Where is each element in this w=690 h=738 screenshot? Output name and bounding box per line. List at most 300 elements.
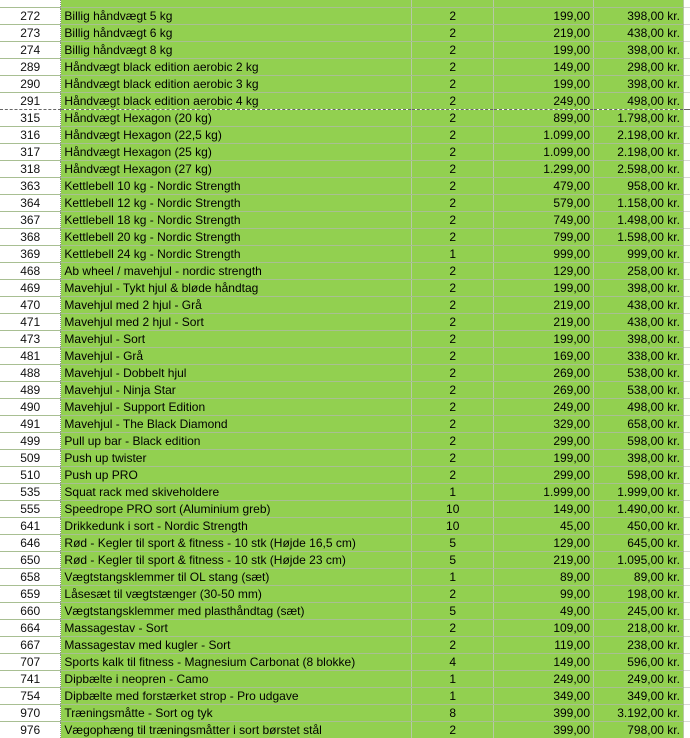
cell-line-total[interactable]: 538,00 kr.	[594, 382, 684, 399]
cell-unit-price[interactable]: 399,00	[494, 722, 594, 738]
cell-item-number[interactable]: 650	[0, 552, 61, 569]
cell-unit-price[interactable]: 1.999,00	[494, 484, 594, 501]
cell-unit-price[interactable]: 45,00	[494, 518, 594, 535]
cell-item-number[interactable]: 659	[0, 586, 61, 603]
cell-product-name[interactable]: Vægophæng til træningsmåtter i sort børstet stål	[61, 722, 412, 738]
cell-line-total[interactable]: 498,00 kr.	[594, 93, 684, 110]
cell-item-number[interactable]: 509	[0, 450, 61, 467]
cell-line-total[interactable]: 398,00 kr.	[594, 280, 684, 297]
cell-item-number[interactable]: 367	[0, 212, 61, 229]
cell-line-total[interactable]: 798,00 kr.	[594, 722, 684, 738]
cell-product-name[interactable]: Vægtstangsklemmer med plasthåndtag (sæt)	[61, 603, 412, 620]
cell-item-number[interactable]: 510	[0, 467, 61, 484]
cell-item-number[interactable]: 470	[0, 297, 61, 314]
cell-unit-price[interactable]: 149,00	[494, 59, 594, 76]
cell-product-name[interactable]: Massagestav med kugler - Sort	[61, 637, 412, 654]
cell-unit-price[interactable]: 109,00	[494, 620, 594, 637]
cell-item-number[interactable]: 490	[0, 399, 61, 416]
cell-empty[interactable]	[683, 25, 690, 42]
cell-quantity[interactable]: 2	[412, 229, 494, 246]
cell-unit-price[interactable]: 129,00	[494, 263, 594, 280]
cell-quantity[interactable]: 2	[412, 399, 494, 416]
cell-product-name[interactable]: Billig håndvægt 5 kg	[61, 8, 412, 25]
cell-item-number[interactable]: 274	[0, 42, 61, 59]
cell-unit-price[interactable]: 199,00	[494, 331, 594, 348]
cell-quantity[interactable]: 2	[412, 365, 494, 382]
table-row	[0, 484, 690, 501]
cell-product-name[interactable]: Mavehjul - The Black Diamond	[61, 416, 412, 433]
cell-quantity[interactable]: 2	[412, 110, 494, 127]
cell-item-number[interactable]: 535	[0, 484, 61, 501]
cell-item-number[interactable]: 488	[0, 365, 61, 382]
cell-unit-price[interactable]: 249,00	[494, 671, 594, 688]
cell-unit-price[interactable]: 479,00	[494, 178, 594, 195]
cell-product-name[interactable]: Dipbælte med forstærket strop - Pro udgave	[61, 688, 412, 705]
cell-unit-price[interactable]: 799,00	[494, 229, 594, 246]
cell-unit-price[interactable]: 329,00	[494, 416, 594, 433]
cell-line-total[interactable]: 645,00 kr.	[594, 535, 684, 552]
cell-product-name[interactable]: Dipbælte i neopren - Camo	[61, 671, 412, 688]
cell-unit-price[interactable]: 1.099,00	[494, 144, 594, 161]
cell-empty[interactable]	[683, 297, 690, 314]
cell-product-name[interactable]: Massagestav - Sort	[61, 620, 412, 637]
cell-unit-price[interactable]: 999,00	[494, 246, 594, 263]
table-row	[0, 654, 690, 671]
cell-line-total[interactable]: 958,00 kr.	[594, 178, 684, 195]
cell-unit-price[interactable]: 49,00	[494, 603, 594, 620]
cell-quantity[interactable]: 1	[412, 688, 494, 705]
cell-empty[interactable]	[683, 467, 690, 484]
cell-unit-price[interactable]: 399,00	[494, 705, 594, 722]
cell-line-total[interactable]: 1.498,00 kr.	[594, 212, 684, 229]
cell-quantity[interactable]: 2	[412, 348, 494, 365]
cell-unit-price[interactable]: 169,00	[494, 348, 594, 365]
cell-unit-price[interactable]: 89,00	[494, 569, 594, 586]
cell-product-name[interactable]: Rød - Kegler til sport & fitness - 10 stk (Højde 16,5 cm)	[61, 535, 412, 552]
cell-quantity[interactable]: 2	[412, 467, 494, 484]
cell-quantity[interactable]: 2	[412, 331, 494, 348]
cell-item-number[interactable]: 555	[0, 501, 61, 518]
cell-item-number[interactable]: 364	[0, 195, 61, 212]
cell-line-total[interactable]: 538,00 kr.	[594, 365, 684, 382]
cell-product-name[interactable]: Låsesæt til vægtstænger (30-50 mm)	[61, 586, 412, 603]
cell-item-number[interactable]: 318	[0, 161, 61, 178]
cell-empty[interactable]	[683, 59, 690, 76]
cell-item-number[interactable]: 754	[0, 688, 61, 705]
table-row	[0, 280, 690, 297]
cell-line-total[interactable]: 398,00 kr.	[594, 42, 684, 59]
cell-empty[interactable]	[683, 178, 690, 195]
table-row	[0, 25, 690, 42]
cell-line-total[interactable]: 238,00 kr.	[594, 637, 684, 654]
cell-empty[interactable]	[683, 314, 690, 331]
cell-item-number[interactable]	[0, 0, 61, 8]
table-row	[0, 127, 690, 144]
cell-item-number[interactable]: 471	[0, 314, 61, 331]
cell-empty[interactable]	[683, 484, 690, 501]
table-row	[0, 263, 690, 280]
cell-item-number[interactable]: 489	[0, 382, 61, 399]
cell-line-total[interactable]: 2.198,00 kr.	[594, 127, 684, 144]
cell-quantity[interactable]: 1	[412, 484, 494, 501]
table-row	[0, 365, 690, 382]
cell-line-total[interactable]: 2.598,00 kr.	[594, 161, 684, 178]
cell-quantity[interactable]: 2	[412, 297, 494, 314]
cell-line-total[interactable]: 1.598,00 kr.	[594, 229, 684, 246]
cell-product-name[interactable]: Pull up bar - Black edition	[61, 433, 412, 450]
table-row	[0, 178, 690, 195]
cell-unit-price[interactable]: 219,00	[494, 297, 594, 314]
cell-product-name[interactable]: Push up PRO	[61, 467, 412, 484]
cell-quantity[interactable]: 2	[412, 144, 494, 161]
table-row	[0, 552, 690, 569]
cell-unit-price[interactable]: 269,00	[494, 382, 594, 399]
cell-quantity[interactable]: 2	[412, 450, 494, 467]
cell-item-number[interactable]: 368	[0, 229, 61, 246]
cell-item-number[interactable]: 660	[0, 603, 61, 620]
cell-product-name[interactable]: Mavehjul med 2 hjul - Grå	[61, 297, 412, 314]
table-row	[0, 348, 690, 365]
table-row	[0, 433, 690, 450]
cell-empty[interactable]	[683, 8, 690, 25]
cell-quantity[interactable]: 2	[412, 8, 494, 25]
cell-empty[interactable]	[683, 637, 690, 654]
table-row	[0, 331, 690, 348]
cell-item-number[interactable]: 469	[0, 280, 61, 297]
table-row	[0, 246, 690, 263]
cell-empty[interactable]	[683, 722, 690, 738]
cell-unit-price[interactable]: 249,00	[494, 93, 594, 110]
cell-line-total[interactable]: 1.798,00 kr.	[594, 110, 684, 127]
cell-product-name[interactable]: Kettlebell 10 kg - Nordic Strength	[61, 178, 412, 195]
cell-line-total[interactable]: 298,00 kr.	[594, 59, 684, 76]
cell-product-name[interactable]: Håndvægt Hexagon (20 kg)	[61, 110, 412, 127]
cell-item-number[interactable]: 272	[0, 8, 61, 25]
cell-unit-price[interactable]: 149,00	[494, 501, 594, 518]
cell-line-total[interactable]: 658,00 kr.	[594, 416, 684, 433]
cell-item-number[interactable]: 664	[0, 620, 61, 637]
cell-product-name[interactable]: Billig håndvægt 6 kg	[61, 25, 412, 42]
cell-quantity[interactable]: 2	[412, 195, 494, 212]
cell-quantity[interactable]: 8	[412, 705, 494, 722]
cell-empty[interactable]	[683, 331, 690, 348]
table-row	[0, 705, 690, 722]
cell-line-total[interactable]: 1.490,00 kr.	[594, 501, 684, 518]
cell-line-total[interactable]: 438,00 kr.	[594, 297, 684, 314]
cell-unit-price[interactable]: 199,00	[494, 42, 594, 59]
cell-product-name[interactable]	[61, 0, 412, 8]
cell-unit-price[interactable]: 199,00	[494, 280, 594, 297]
cell-empty[interactable]	[683, 416, 690, 433]
cell-quantity[interactable]: 5	[412, 603, 494, 620]
cell-line-total[interactable]: 598,00 kr.	[594, 433, 684, 450]
cell-unit-price[interactable]	[494, 0, 594, 8]
cell-empty[interactable]	[683, 229, 690, 246]
cell-empty[interactable]	[683, 42, 690, 59]
cell-line-total[interactable]: 438,00 kr.	[594, 314, 684, 331]
cell-line-total[interactable]: 398,00 kr.	[594, 8, 684, 25]
cell-item-number[interactable]: 741	[0, 671, 61, 688]
table-row	[0, 59, 690, 76]
cell-unit-price[interactable]: 749,00	[494, 212, 594, 229]
cell-empty[interactable]	[683, 212, 690, 229]
cell-empty[interactable]	[683, 110, 690, 127]
cell-unit-price[interactable]: 349,00	[494, 688, 594, 705]
table-row	[0, 399, 690, 416]
cell-quantity[interactable]: 2	[412, 416, 494, 433]
cell-product-name[interactable]: Sports kalk til fitness - Magnesium Carbonat (8 blokke)	[61, 654, 412, 671]
cell-product-name[interactable]: Speedrope PRO sort (Aluminium greb)	[61, 501, 412, 518]
cell-quantity[interactable]: 2	[412, 212, 494, 229]
table-row	[0, 603, 690, 620]
cell-item-number[interactable]: 291	[0, 93, 61, 110]
cell-quantity[interactable]: 2	[412, 178, 494, 195]
cell-item-number[interactable]: 315	[0, 110, 61, 127]
cell-empty[interactable]	[683, 535, 690, 552]
table-row	[0, 0, 690, 8]
table-row	[0, 688, 690, 705]
cell-line-total[interactable]: 89,00 kr.	[594, 569, 684, 586]
cell-empty[interactable]	[683, 399, 690, 416]
cell-product-name[interactable]: Håndvægt Hexagon (25 kg)	[61, 144, 412, 161]
cell-unit-price[interactable]: 1.099,00	[494, 127, 594, 144]
cell-unit-price[interactable]: 199,00	[494, 76, 594, 93]
cell-quantity[interactable]: 2	[412, 433, 494, 450]
cell-line-total[interactable]: 218,00 kr.	[594, 620, 684, 637]
table-row	[0, 42, 690, 59]
cell-quantity[interactable]: 2	[412, 161, 494, 178]
cell-line-total[interactable]: 245,00 kr.	[594, 603, 684, 620]
cell-unit-price[interactable]: 1.299,00	[494, 161, 594, 178]
cell-product-name[interactable]: Rød - Kegler til sport & fitness - 10 stk (Højde 23 cm)	[61, 552, 412, 569]
cell-quantity[interactable]: 2	[412, 93, 494, 110]
table-row	[0, 212, 690, 229]
cell-line-total[interactable]: 349,00 kr.	[594, 688, 684, 705]
cell-unit-price[interactable]: 129,00	[494, 535, 594, 552]
cell-line-total[interactable]: 2.198,00 kr.	[594, 144, 684, 161]
cell-quantity[interactable]: 5	[412, 535, 494, 552]
cell-line-total[interactable]: 398,00 kr.	[594, 76, 684, 93]
cell-product-name[interactable]: Ab wheel / mavehjul - nordic strength	[61, 263, 412, 280]
cell-empty[interactable]	[683, 705, 690, 722]
cell-unit-price[interactable]: 899,00	[494, 110, 594, 127]
table-row	[0, 161, 690, 178]
cell-empty[interactable]	[683, 348, 690, 365]
cell-quantity[interactable]: 2	[412, 263, 494, 280]
table-row	[0, 229, 690, 246]
cell-product-name[interactable]: Håndvægt black edition aerobic 3 kg	[61, 76, 412, 93]
table-row	[0, 382, 690, 399]
cell-quantity[interactable]: 5	[412, 552, 494, 569]
cell-quantity[interactable]: 2	[412, 59, 494, 76]
cell-unit-price[interactable]: 219,00	[494, 314, 594, 331]
cell-quantity[interactable]: 2	[412, 620, 494, 637]
cell-empty[interactable]	[683, 365, 690, 382]
cell-quantity[interactable]: 2	[412, 637, 494, 654]
cell-quantity[interactable]: 2	[412, 280, 494, 297]
cell-item-number[interactable]: 658	[0, 569, 61, 586]
table-row	[0, 195, 690, 212]
cell-product-name[interactable]: Billig håndvægt 8 kg	[61, 42, 412, 59]
cell-quantity[interactable]: 2	[412, 42, 494, 59]
cell-product-name[interactable]: Push up twister	[61, 450, 412, 467]
cell-product-name[interactable]: Træningsmåtte - Sort og tyk	[61, 705, 412, 722]
cell-product-name[interactable]: Håndvægt black edition aerobic 4 kg	[61, 93, 412, 110]
cell-empty[interactable]	[683, 382, 690, 399]
cell-empty[interactable]	[683, 0, 690, 8]
cell-unit-price[interactable]: 199,00	[494, 450, 594, 467]
table-row	[0, 637, 690, 654]
cell-empty[interactable]	[683, 280, 690, 297]
cell-unit-price[interactable]: 219,00	[494, 25, 594, 42]
cell-product-name[interactable]: Mavehjul - Support Edition	[61, 399, 412, 416]
cell-unit-price[interactable]: 249,00	[494, 399, 594, 416]
cell-line-total[interactable]: 450,00 kr.	[594, 518, 684, 535]
cell-empty[interactable]	[683, 450, 690, 467]
cell-empty[interactable]	[683, 654, 690, 671]
cell-unit-price[interactable]: 119,00	[494, 637, 594, 654]
cell-empty[interactable]	[683, 501, 690, 518]
cell-product-name[interactable]: Drikkedunk i sort - Nordic Strength	[61, 518, 412, 535]
cell-line-total[interactable]: 258,00 kr.	[594, 263, 684, 280]
cell-product-name[interactable]: Mavehjul med 2 hjul - Sort	[61, 314, 412, 331]
cell-line-total[interactable]: 1.095,00 kr.	[594, 552, 684, 569]
cell-line-total[interactable]: 198,00 kr.	[594, 586, 684, 603]
table-row	[0, 314, 690, 331]
cell-product-name[interactable]: Håndvægt black edition aerobic 2 kg	[61, 59, 412, 76]
cell-unit-price[interactable]: 299,00	[494, 467, 594, 484]
cell-item-number[interactable]: 316	[0, 127, 61, 144]
cell-item-number[interactable]: 468	[0, 263, 61, 280]
cell-unit-price[interactable]: 149,00	[494, 654, 594, 671]
cell-product-name[interactable]: Kettlebell 20 kg - Nordic Strength	[61, 229, 412, 246]
cell-item-number[interactable]: 273	[0, 25, 61, 42]
cell-line-total[interactable]: 338,00 kr.	[594, 348, 684, 365]
cell-empty[interactable]	[683, 433, 690, 450]
cell-product-name[interactable]: Kettlebell 18 kg - Nordic Strength	[61, 212, 412, 229]
cell-item-number[interactable]: 667	[0, 637, 61, 654]
cell-product-name[interactable]: Mavehjul - Sort	[61, 331, 412, 348]
cell-quantity[interactable]: 1	[412, 671, 494, 688]
cell-quantity[interactable]: 1	[412, 246, 494, 263]
cell-unit-price[interactable]: 579,00	[494, 195, 594, 212]
cell-product-name[interactable]: Håndvægt Hexagon (27 kg)	[61, 161, 412, 178]
table-row	[0, 467, 690, 484]
cell-quantity[interactable]: 10	[412, 518, 494, 535]
cell-line-total[interactable]: 596,00 kr.	[594, 654, 684, 671]
cell-line-total[interactable]: 398,00 kr.	[594, 450, 684, 467]
cell-empty[interactable]	[683, 688, 690, 705]
cell-empty[interactable]	[683, 671, 690, 688]
cell-product-name[interactable]: Vægtstangsklemmer til OL stang (sæt)	[61, 569, 412, 586]
cell-unit-price[interactable]: 99,00	[494, 586, 594, 603]
cell-quantity[interactable]: 2	[412, 314, 494, 331]
cell-empty[interactable]	[683, 620, 690, 637]
cell-line-total[interactable]: 498,00 kr.	[594, 399, 684, 416]
cell-item-number[interactable]: 499	[0, 433, 61, 450]
table-row	[0, 501, 690, 518]
cell-item-number[interactable]: 290	[0, 76, 61, 93]
cell-empty[interactable]	[683, 76, 690, 93]
cell-line-total[interactable]: 999,00 kr.	[594, 246, 684, 263]
cell-empty[interactable]	[683, 93, 690, 110]
cell-product-name[interactable]: Mavehjul - Tykt hjul & bløde håndtag	[61, 280, 412, 297]
cell-item-number[interactable]: 369	[0, 246, 61, 263]
cell-line-total[interactable]: 438,00 kr.	[594, 25, 684, 42]
cell-item-number[interactable]: 641	[0, 518, 61, 535]
cell-empty[interactable]	[683, 552, 690, 569]
cell-empty[interactable]	[683, 161, 690, 178]
cell-unit-price[interactable]: 219,00	[494, 552, 594, 569]
cell-unit-price[interactable]: 299,00	[494, 433, 594, 450]
cell-quantity[interactable]: 2	[412, 722, 494, 738]
cell-quantity[interactable]: 2	[412, 76, 494, 93]
cell-empty[interactable]	[683, 246, 690, 263]
cell-quantity[interactable]: 2	[412, 127, 494, 144]
cell-empty[interactable]	[683, 586, 690, 603]
cell-line-total[interactable]	[594, 0, 684, 8]
cell-item-number[interactable]: 473	[0, 331, 61, 348]
cell-unit-price[interactable]: 199,00	[494, 8, 594, 25]
cell-line-total[interactable]: 398,00 kr.	[594, 331, 684, 348]
cell-empty[interactable]	[683, 603, 690, 620]
cell-product-name[interactable]: Håndvægt Hexagon (22,5 kg)	[61, 127, 412, 144]
cell-item-number[interactable]: 363	[0, 178, 61, 195]
cell-item-number[interactable]: 317	[0, 144, 61, 161]
cell-line-total[interactable]: 3.192,00 kr.	[594, 705, 684, 722]
cell-item-number[interactable]: 970	[0, 705, 61, 722]
cell-empty[interactable]	[683, 195, 690, 212]
cell-item-number[interactable]: 491	[0, 416, 61, 433]
cell-empty[interactable]	[683, 518, 690, 535]
cell-item-number[interactable]: 976	[0, 722, 61, 738]
cell-product-name[interactable]: Kettlebell 12 kg - Nordic Strength	[61, 195, 412, 212]
table-row	[0, 144, 690, 161]
cell-unit-price[interactable]: 269,00	[494, 365, 594, 382]
cell-item-number[interactable]: 707	[0, 654, 61, 671]
cell-line-total[interactable]: 1.158,00 kr.	[594, 195, 684, 212]
table-row	[0, 722, 690, 738]
cell-empty[interactable]	[683, 569, 690, 586]
table-row	[0, 93, 690, 110]
cell-product-name[interactable]: Mavehjul - Dobbelt hjul	[61, 365, 412, 382]
cell-product-name[interactable]: Squat rack med skiveholdere	[61, 484, 412, 501]
cell-line-total[interactable]: 1.999,00 kr.	[594, 484, 684, 501]
cell-product-name[interactable]: Kettlebell 24 kg - Nordic Strength	[61, 246, 412, 263]
table-row	[0, 110, 690, 127]
cell-product-name[interactable]: Mavehjul - Ninja Star	[61, 382, 412, 399]
cell-quantity[interactable]: 2	[412, 25, 494, 42]
cell-product-name[interactable]: Mavehjul - Grå	[61, 348, 412, 365]
cell-quantity[interactable]: 2	[412, 382, 494, 399]
cell-line-total[interactable]: 598,00 kr.	[594, 467, 684, 484]
table-row	[0, 620, 690, 637]
cell-empty[interactable]	[683, 127, 690, 144]
cell-line-total[interactable]: 249,00 kr.	[594, 671, 684, 688]
cell-quantity[interactable]	[412, 0, 494, 8]
cell-quantity[interactable]: 2	[412, 586, 494, 603]
table-row	[0, 518, 690, 535]
cell-item-number[interactable]: 289	[0, 59, 61, 76]
cell-quantity[interactable]: 1	[412, 569, 494, 586]
cell-quantity[interactable]: 10	[412, 501, 494, 518]
table-row	[0, 416, 690, 433]
cell-item-number[interactable]: 481	[0, 348, 61, 365]
cell-item-number[interactable]: 646	[0, 535, 61, 552]
cell-quantity[interactable]: 4	[412, 654, 494, 671]
cell-empty[interactable]	[683, 144, 690, 161]
cell-empty[interactable]	[683, 263, 690, 280]
